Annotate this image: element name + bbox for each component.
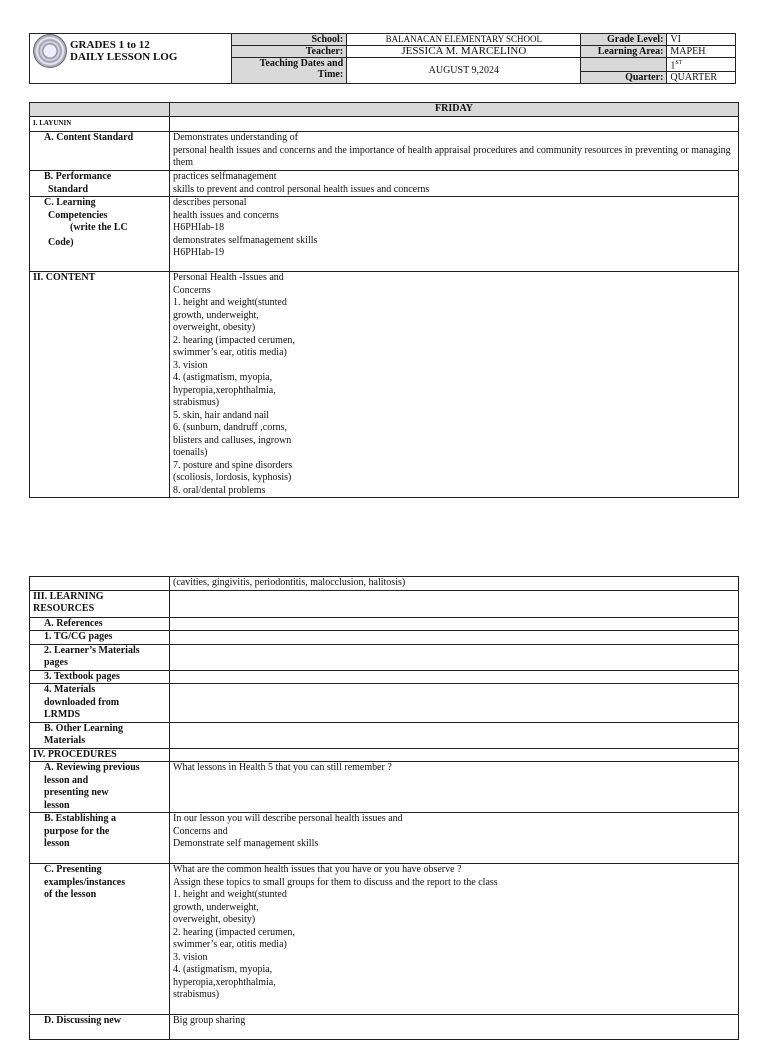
comp-label-1: C. Learning [44, 197, 96, 208]
lm-pages-value [170, 644, 739, 670]
school-value: BALANACAN ELEMENTARY SCHOOL [347, 34, 581, 46]
performance-standard-label [30, 171, 170, 197]
continued-label [30, 577, 170, 591]
quarter-sup: ST [675, 60, 683, 66]
comp-label-2: Competencies [48, 209, 108, 221]
layunin-label: I. LAYUNIN [30, 117, 170, 132]
deped-seal-icon [33, 34, 67, 68]
textbook-pages-label: 3. Textbook pages [30, 670, 170, 684]
content-label: II. CONTENT [30, 272, 170, 498]
learning-resources-label: III. LEARNING RESOURCES [30, 590, 170, 617]
competencies-label [30, 197, 170, 272]
procedure-b-label: B. Establishing a purpose for the lesson [30, 813, 170, 864]
lesson-table-page2 [29, 576, 739, 1040]
lrmds-value [170, 684, 739, 723]
perf-label-2: Standard [48, 183, 89, 195]
content-value: Personal Health -Issues and Concerns 1. height and weight(stunted growth, underweight, overweight, obesity) 2. hearing (impacted cerumen, swimmer’s ear, otitis media) 3. vision 4. (astigmatism, myopia, hyperopia,xerophthalmia, strabismus) 5. skin, hair andand nail 6. (sunburn, dandruff ,corns, blisters and calluses, ingrown toenails) 7. posture and spine disorders (scoliosis, lordosis, kyphosis) 8. oral/dental problems [170, 272, 739, 498]
procedure-b-value: In our lesson you will describe personal health issues and Concerns and Demonstrate self management skills [170, 813, 739, 864]
quarter-num [667, 58, 736, 72]
quarter-label: Quarter: [581, 72, 667, 84]
learning-resources-value [170, 590, 739, 617]
procedure-a-value: What lessons in Health 5 that you can still remember ? [170, 762, 739, 813]
layunin-value [170, 117, 739, 132]
comp-label-3: (write the LC [70, 222, 128, 233]
area-label: Learning Area: [581, 46, 667, 58]
lm-pages-label: 2. Learner’s Materials pages [30, 644, 170, 670]
references-label: A. References [30, 617, 170, 631]
quarter-number: 1 [670, 60, 676, 72]
content-standard-value: Demonstrates understanding of personal health issues and concerns and the importance of health appraisal procedures and community resources in preventing or managing them [170, 132, 739, 171]
procedure-c-value: What are the common health issues that you have or you have observe ? Assign these topics to small groups for them to discuss and the report to the class 1. height and weight(stunted growth, underweight, overweight, obesity) 2. hearing (impacted cerumen, swimmer’s ear, otitis media) 3. vision 4. (astigmatism, myopia, hyperopia,xerophthalmia, strabismus) [170, 864, 739, 1015]
dates-label [231, 58, 347, 84]
grade-value: VI [667, 34, 736, 46]
continued-value: (cavities, gingivitis, periodontitis, malocclusion, halitosis) [170, 577, 739, 591]
dates-value: AUGUST 9,2024 [347, 58, 581, 84]
perf-label-1: B. Performance [44, 171, 112, 182]
procedure-c-label: C. Presenting examples/instances of the lesson [30, 864, 170, 1015]
textbook-pages-value [170, 670, 739, 684]
teacher-value: JESSICA M. MARCELINO [347, 46, 581, 58]
tg-pages-value [170, 631, 739, 645]
logo-line1: GRADES 1 to 12 [70, 39, 150, 51]
lesson-table-page1 [29, 102, 739, 498]
logo-line2: DAILY LESSON LOG [70, 51, 178, 63]
references-value [170, 617, 739, 631]
other-materials-label: B. Other Learning Materials [30, 722, 170, 748]
comp-label-4: Code) [48, 236, 74, 248]
other-materials-value [170, 722, 739, 748]
day-header: FRIDAY [170, 103, 739, 117]
competencies-value: describes personal health issues and concerns H6PHIab-18 demonstrates selfmanagement skills H6PHIab-19 [170, 197, 739, 272]
teacher-label: Teacher: [231, 46, 347, 58]
lrmds-label: 4. Materials downloaded from LRMDS [30, 684, 170, 723]
blank-cell [581, 58, 667, 72]
procedures-value [170, 748, 739, 762]
dates-label-2: Time: [317, 69, 344, 80]
header-table [29, 33, 736, 84]
grade-label: Grade Level: [581, 34, 667, 46]
procedure-d-value: Big group sharing [170, 1015, 739, 1040]
quarter-value: QUARTER [667, 72, 736, 84]
performance-standard-value: practices selfmanagement skills to prevent and control personal health issues and concerns [170, 171, 739, 197]
area-value: MAPEH [667, 46, 736, 58]
logo-cell [30, 34, 232, 84]
procedure-d-label: D. Discussing new [30, 1015, 170, 1040]
school-label: School: [231, 34, 347, 46]
tg-pages-label: 1. TG/CG pages [30, 631, 170, 645]
corner-cell [30, 103, 170, 117]
dates-label-1: Teaching Dates and [259, 58, 344, 69]
procedure-a-label: A. Reviewing previous lesson and presenting new lesson [30, 762, 170, 813]
content-standard-label: A. Content Standard [30, 132, 170, 171]
procedures-label: IV. PROCEDURES [30, 748, 170, 762]
